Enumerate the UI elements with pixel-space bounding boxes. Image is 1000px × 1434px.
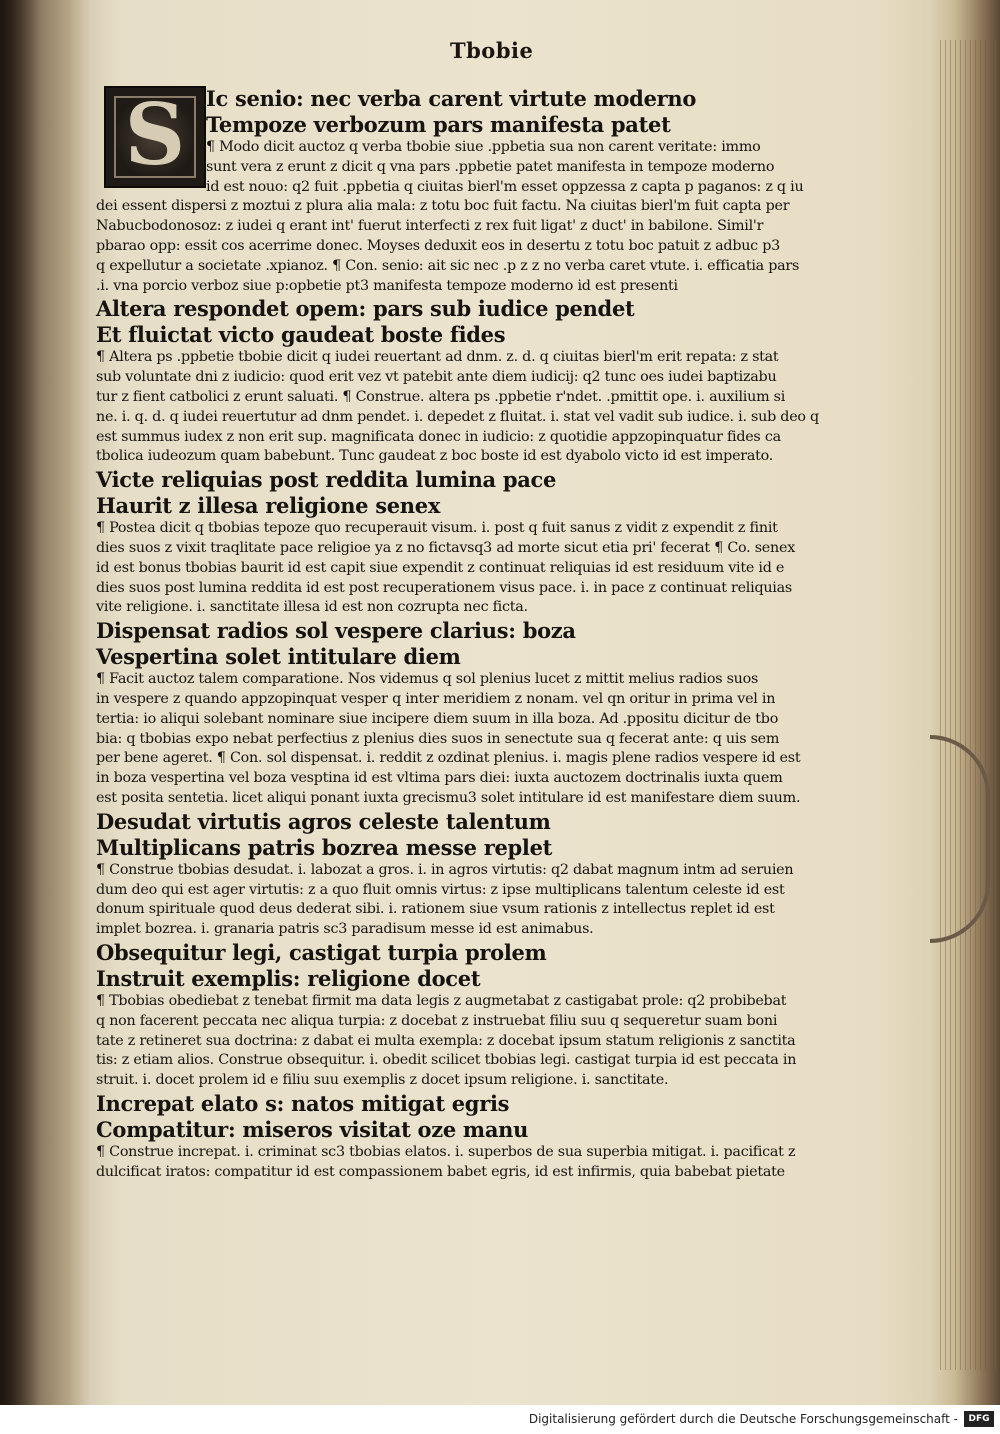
gloss-line: in boza vespertina vel boza vesptina id est vltima pars diei: iuxta auctozem doctrinalis iuxta quem xyxy=(96,770,783,787)
gloss-line: vite religione. i. sanctitate illesa id est non cozrupta nec ficta. xyxy=(96,599,528,616)
gloss-line: q non facerent peccata nec aliqua turpia: z docebat z instruebat filiu suu q sequeretur suam boni xyxy=(96,1012,778,1029)
gloss-line: id est nouo: q2 fuit .ppbetia q ciuitas bierl'm esset oppzessa z capta p paganos: z q iu xyxy=(206,178,804,195)
verse-line: Haurit z illesa religione senex xyxy=(96,493,441,519)
page-edges xyxy=(940,40,1000,1370)
verse-line: Multiplicans patris bozrea messe replet xyxy=(96,834,553,860)
gloss-line: tertia: io aliqui solebant nominare siue incipere diem suum in illa boza. Ad .ppositu dicitur de tbo xyxy=(96,710,779,727)
gloss-line: ¶ Construe increpat. i. criminat sc3 tbobias elatos. i. superbos de sua superbia mitigat. i. pacificat z xyxy=(96,1143,796,1160)
verse-line: Instruit exemplis: religione docet xyxy=(96,965,481,991)
gloss-line: tur z fient catbolici z erunt saluati. ¶ Construe. altera ps .ppbetie r'ndet. .pmittit ope. i. auxilium si xyxy=(96,388,786,405)
gloss-line: q expellutur a societate .xpianoz. ¶ Con. senio: ait sic nec .p z z no verba caret vtute. i. efficatia pars xyxy=(96,257,800,274)
verse-line: Desudat virtutis agros celeste talentum xyxy=(96,808,551,834)
gloss-line: per bene ageret. ¶ Con. sol dispensat. i. reddit z ozdinat plenius. i. magis plene radios vespere id est xyxy=(96,750,801,767)
gloss-line: ¶ Tbobias obediebat z tenebat firmit ma data legis z augmetabat z castigabat prole: q2 probibebat xyxy=(96,992,787,1009)
verse-line: Compatitur: miseros visitat oze manu xyxy=(96,1116,529,1142)
verse-line: Vespertina solet intitulare diem xyxy=(96,644,461,670)
gloss-line: struit. i. docet prolem id e filiu suu exemplis z docet ipsum religione. i. sanctitate. xyxy=(96,1072,669,1089)
initial-letter: S xyxy=(124,85,186,184)
gloss-line: dies suos z vixit traqlitate pace religioe ya z no fictavsq3 ad morte sicut etia pri' fecerat ¶ Co. senex xyxy=(96,539,796,556)
gloss-line: in vespere z quando appzopinquat vesper q inter meridiem z nonam. vel qn oritur in prima vel in xyxy=(96,690,776,707)
verse-line: Altera respondet opem: pars sub iudice pendet xyxy=(96,296,635,322)
gloss-line: ¶ Postea dicit q tbobias tepoze quo recuperauit visum. i. post q fuit sanus z vidit z expendit z finit xyxy=(96,520,778,537)
gloss-line: ¶ Modo dicit auctoz q verba tbobie siue .ppbetia sua non carent veritate: immo xyxy=(206,139,761,155)
binding-shadow xyxy=(0,0,40,1434)
verse-line: Obsequitur legi, castigat turpia prolem xyxy=(96,939,547,965)
verse-line: Ic senio: nec verba carent virtute moderno xyxy=(206,86,697,111)
gloss-line: dies suos post lumina reddita id est post recuperationem visus pace. i. in pace z continuat reliquias xyxy=(96,579,792,596)
gloss-line: dum deo qui est ager virtutis: z a quo fluit omnis virtus: z ipse multiplicans talentum celeste id est xyxy=(96,881,785,898)
gloss-line: .i. vna porcio verboz siue p:opbetie pt3 manifesta tempoze moderno id est presenti xyxy=(96,277,678,294)
gloss-line: ¶ Altera ps .ppbetie tbobie dicit q iudei reuertant ad dnm. z. d. q ciuitas bierl'm erit repata: z stat xyxy=(96,349,779,366)
verse-line: Et fluictat victo gaudeat boste fides xyxy=(96,322,506,348)
verse-line: Tempoze verbozum pars manifesta patet xyxy=(206,112,671,137)
main-text-block xyxy=(96,86,870,1182)
footer-credit: Digitalisierung gefördert durch die Deutsche Forschungsgemeinschaft - xyxy=(528,1412,958,1426)
gloss-line: ne. i. q. d. q iudei reuertutur ad dnm pendet. i. depedet z fluitat. i. stat vel vadit sub iudice. i. sub deo q xyxy=(96,408,819,425)
gloss-line: Nabucbodonosoz: z iudei q erant int' fuerut interfecti z rex fuit ligat' z duct' in babilone. Simil'r xyxy=(96,218,764,235)
gloss-line: sub voluntate dni z iudicio: quod erit vez vt patebit ante diem iudicij: q2 tunc oes iudei baptizabu xyxy=(96,369,777,386)
gloss-line: donum spirituale quod deus dederat sibi. i. rationem siue vsum rationis z intellectus replet id est xyxy=(96,901,775,918)
gloss-line: tate z retineret sua doctrina: z dabat ei multa exempla: z docebat ipsum statum religionis z sanctita xyxy=(96,1032,796,1049)
gloss-line: id est bonus tbobias baurit id est capit siue expendit z continuat reliquias id est residuum vite id e xyxy=(96,559,785,576)
verse-line: Victe reliquias post reddita lumina pace xyxy=(96,467,557,493)
gloss-line: est summus iudex z non erit sup. magnificata donec in iudicio: z quotidie appzopinquatur fides ca xyxy=(96,428,781,445)
gloss-line: dulcificat iratos: compatitur id est compassionem babet egris, id est infirmis, quia babebat pietate xyxy=(96,1163,785,1180)
gloss-line: pbarao opp: essit cos acerrime donec. Moyses deduxit eos in desertu z totu boc patuit z adbuc p3 xyxy=(96,237,780,254)
dfg-logo-icon: DFG xyxy=(964,1411,994,1427)
verse-line: Dispensat radios sol vespere clarius: boza xyxy=(96,618,576,644)
gloss-line: dei essent dispersi z moztui z plura alia mala: z totu boc fuit factu. Na ciuitas bierl'm fuit capta per xyxy=(96,198,790,215)
verse-line: Increpat elato s: natos mitigat egris xyxy=(96,1090,510,1116)
gloss-line: tbolica iudeozum quam babebunt. Tunc gaudeat z boc boste id est dyabolo victo id est imperato. xyxy=(96,448,774,465)
gloss-line: ¶ Construe tbobias desudat. i. labozat a gros. i. in agros virtutis: q2 dabat magnum intm ad seruien xyxy=(96,861,794,878)
gloss-line: est posita sentetia. licet aliqui ponant iuxta grecismu3 solet intitulare id est manifestare diem suum. xyxy=(96,789,801,806)
page-tab-marker xyxy=(930,735,990,943)
gloss-line: ¶ Facit auctoz talem comparatione. Nos videmus q sol plenius lucet z mittit melius radios suos xyxy=(96,671,759,688)
running-head: Tbobie xyxy=(450,38,534,63)
gloss-line: sunt vera z erunt z dicit q vna pars .ppbetie patet manifesta in tempoze moderno xyxy=(206,158,775,175)
gloss-line: bia: q tbobias expo nebat perfectius z plenius dies suos in senectute sua q fecerat ante: q uis sem xyxy=(96,730,780,747)
gloss-line: tis: z etiam alios. Construe obsequitur. i. obedit scilicet tbobias legi. castigat turpia id est peccata in xyxy=(96,1052,797,1069)
footer-bar xyxy=(0,1405,1000,1434)
gloss-line: implet bozrea. i. granaria patris sc3 paradisum messe id est animabus. xyxy=(96,921,594,938)
